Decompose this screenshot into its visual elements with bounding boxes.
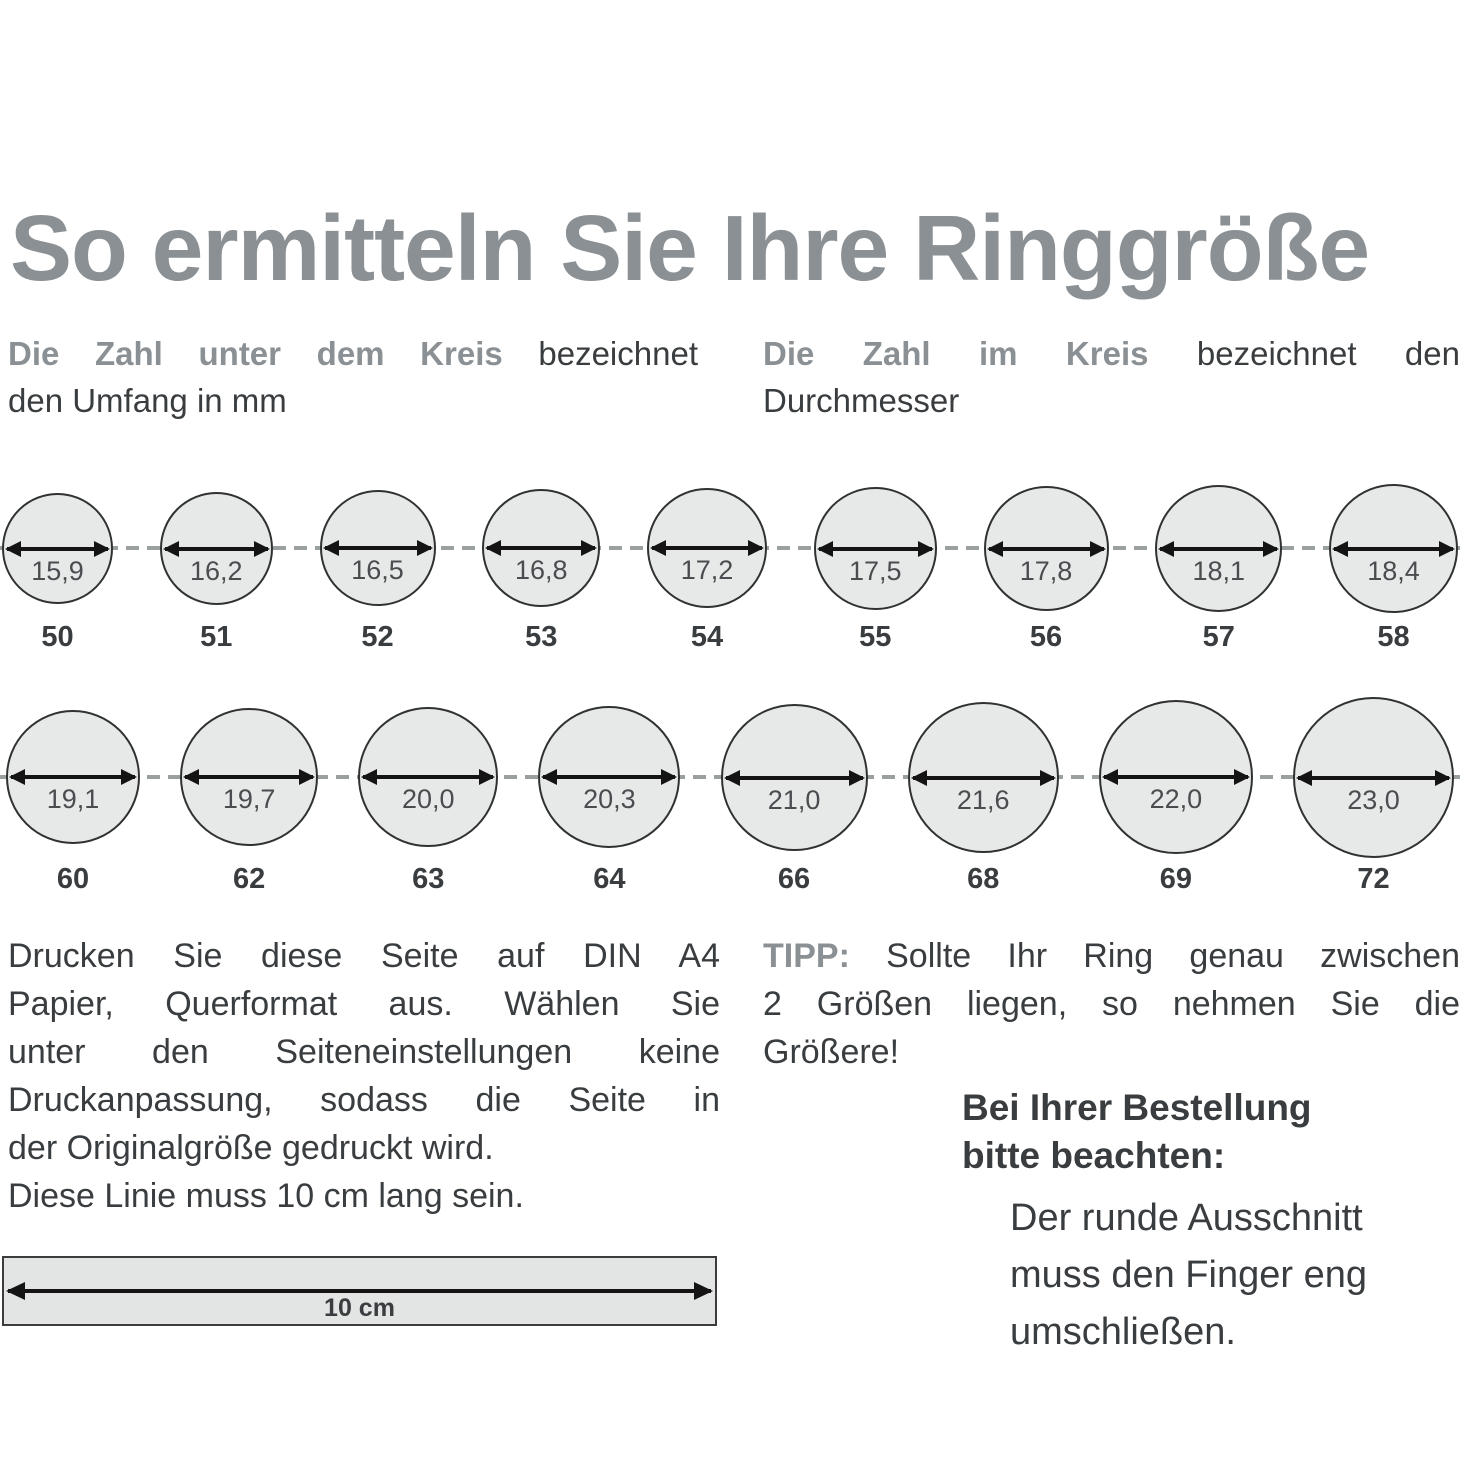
- diameter-value: 21,0: [767, 784, 821, 815]
- order-note-body: [1010, 1190, 1367, 1361]
- text-line: unter den Seiteneinstellungen keine: [8, 1033, 720, 1071]
- diameter-value: 23,0: [1347, 784, 1400, 815]
- subtitle-diameter-line2: Durchmesser: [763, 382, 960, 419]
- ring-size-item: [1329, 483, 1458, 668]
- tip-line2: 2 Größen liegen, so nehmen Sie die: [763, 985, 1460, 1023]
- ring-size-item: [482, 483, 600, 668]
- subtitle-diameter-highlight: Die Zahl im Kreis: [763, 335, 1149, 372]
- ring-size-number: 52: [361, 621, 394, 653]
- text-line: muss den Finger eng: [1010, 1254, 1367, 1296]
- ring-circle: [482, 489, 600, 607]
- page-title: So ermitteln Sie Ihre Ringgröße: [10, 196, 1370, 300]
- ring-circle: [320, 490, 436, 606]
- subtitle-diameter-line1: [763, 330, 1460, 377]
- subtitle-circumference-line2: den Umfang in mm: [8, 382, 287, 419]
- ring-size-number: 50: [41, 621, 74, 653]
- ring-size-number: 51: [200, 621, 233, 653]
- ring-size-item: [160, 483, 273, 668]
- ring-circle: [721, 704, 868, 851]
- subtitle-circumference: [8, 330, 698, 424]
- ring-circle: [358, 707, 498, 847]
- subtitle-diameter: [763, 330, 1460, 424]
- diameter-value: 19,1: [46, 784, 100, 814]
- ring-size-number: 62: [233, 863, 266, 895]
- ring-size-number: 60: [56, 863, 90, 895]
- text-line: der Originalgröße gedruckt wird.: [8, 1129, 494, 1167]
- ring-size-item: [180, 695, 318, 895]
- print-instructions: [8, 932, 720, 1220]
- text-line: umschließen.: [1010, 1311, 1236, 1353]
- order-note-heading: [962, 1084, 1312, 1180]
- ring-size-item: [908, 695, 1059, 895]
- diameter-arrow-icon: [1334, 547, 1453, 551]
- text-line: Diese Linie muss 10 cm lang sein.: [8, 1177, 524, 1215]
- ring-circle: [1099, 700, 1253, 854]
- diameter-arrow-icon: [1160, 547, 1277, 551]
- diameter-arrow-icon: [989, 547, 1104, 551]
- subtitle-circumference-line1: [8, 330, 698, 377]
- diameter-arrow-icon: [1298, 776, 1449, 780]
- ring-circle: [1155, 485, 1282, 612]
- ring-circle: [984, 486, 1109, 611]
- ring-circle: [538, 706, 680, 848]
- diameter-arrow-icon: [913, 776, 1054, 780]
- ring-size-number: 53: [525, 621, 558, 653]
- ring-size-number: 66: [777, 863, 811, 895]
- diameter-value: 22,0: [1149, 784, 1203, 814]
- diameter-value: 16,5: [351, 555, 404, 585]
- ruler-label: 10 cm: [324, 1294, 395, 1322]
- diameter-arrow-icon: [325, 546, 431, 550]
- ring-size-item: [1293, 695, 1454, 895]
- ring-circle: [160, 492, 273, 605]
- diameter-arrow-icon: [363, 775, 493, 779]
- diameter-value: 18,1: [1192, 555, 1246, 586]
- diameter-arrow-icon: [1104, 775, 1248, 779]
- ring-circle: [6, 710, 140, 844]
- ring-circle: [1293, 697, 1454, 858]
- ring-size-number: 55: [859, 621, 892, 653]
- subtitle-circumference-highlight: Die Zahl unter dem Kreis: [8, 335, 503, 372]
- diameter-value: 16,2: [189, 555, 243, 586]
- diameter-value: 20,0: [402, 784, 455, 814]
- text-line: Drucken Sie diese Seite auf DIN A4: [8, 937, 720, 975]
- ring-size-item: [1099, 695, 1253, 895]
- ring-size-item: [320, 483, 436, 668]
- text-line: Druckanpassung, sodass die Seite in: [8, 1081, 720, 1119]
- tip-line1-rest: Sollte Ihr Ring genau zwischen: [886, 937, 1460, 975]
- diameter-value: 17,5: [848, 555, 902, 586]
- ring-circle: [2, 493, 113, 604]
- diameter-arrow-icon: [726, 776, 863, 780]
- ring-size-number: 63: [412, 863, 445, 895]
- ring-size-item: [1155, 483, 1282, 668]
- diameter-value: 18,4: [1367, 555, 1420, 586]
- ruler-10cm: [2, 1256, 717, 1326]
- ring-size-row-2: [0, 695, 1460, 895]
- ring-circle: [647, 488, 767, 608]
- ring-circle: [1329, 484, 1458, 613]
- diameter-arrow-icon: [819, 547, 932, 551]
- ring-size-item: [538, 695, 680, 895]
- diameter-value: 17,2: [680, 555, 734, 585]
- diameter-arrow-icon: [543, 775, 675, 779]
- text-line: Bei Ihrer Bestellung: [962, 1087, 1312, 1128]
- ring-circle: [180, 708, 318, 846]
- ring-size-number: 54: [690, 621, 724, 653]
- diameter-arrow-icon: [652, 546, 762, 550]
- tip-line1: [763, 932, 1460, 980]
- ring-size-item: [814, 483, 937, 668]
- order-tip-section: [763, 932, 1460, 1402]
- ring-size-number: 64: [593, 863, 626, 895]
- diameter-arrow-icon: [11, 775, 135, 779]
- diameter-arrow-icon: [185, 775, 313, 779]
- diameter-arrow-icon: [487, 546, 595, 550]
- ring-size-item: [6, 695, 140, 895]
- ring-circle: [908, 702, 1059, 853]
- ruler-arrow-icon: [8, 1289, 711, 1293]
- ring-size-number: 72: [1357, 863, 1390, 895]
- tip-highlight: TIPP:: [763, 937, 850, 975]
- diameter-arrow-icon: [7, 547, 108, 551]
- ring-size-number: 58: [1377, 621, 1410, 653]
- ring-size-number: 56: [1029, 621, 1063, 653]
- ring-size-item: [2, 483, 113, 668]
- ring-size-item: [358, 695, 498, 895]
- diameter-value: 20,3: [583, 784, 636, 814]
- tip-line3: Größere!: [763, 1033, 900, 1071]
- text-line: Der runde Ausschnitt: [1010, 1197, 1363, 1239]
- tip-note: [763, 932, 1460, 1076]
- ring-size-row-1: [0, 483, 1460, 668]
- diameter-value: 16,8: [514, 555, 568, 585]
- diameter-value: 21,6: [956, 784, 1010, 815]
- ring-size-number: 69: [1159, 863, 1192, 895]
- ring-size-number: 57: [1202, 621, 1235, 653]
- diameter-value: 15,9: [31, 555, 84, 586]
- subtitle-diameter-rest: bezeichnet den: [1196, 335, 1460, 372]
- ring-size-item: [721, 695, 868, 895]
- ring-circle: [814, 487, 937, 610]
- ring-size-item: [984, 483, 1109, 668]
- text-line: Papier, Querformat aus. Wählen Sie: [8, 985, 720, 1023]
- diameter-arrow-icon: [165, 547, 268, 551]
- subtitle-circumference-rest: bezeichnet: [538, 335, 698, 372]
- diameter-value: 17,8: [1019, 555, 1073, 586]
- ring-size-number: 68: [967, 863, 1000, 895]
- text-line: bitte beachten:: [962, 1135, 1226, 1176]
- ring-size-item: [647, 483, 767, 668]
- diameter-value: 19,7: [222, 784, 276, 814]
